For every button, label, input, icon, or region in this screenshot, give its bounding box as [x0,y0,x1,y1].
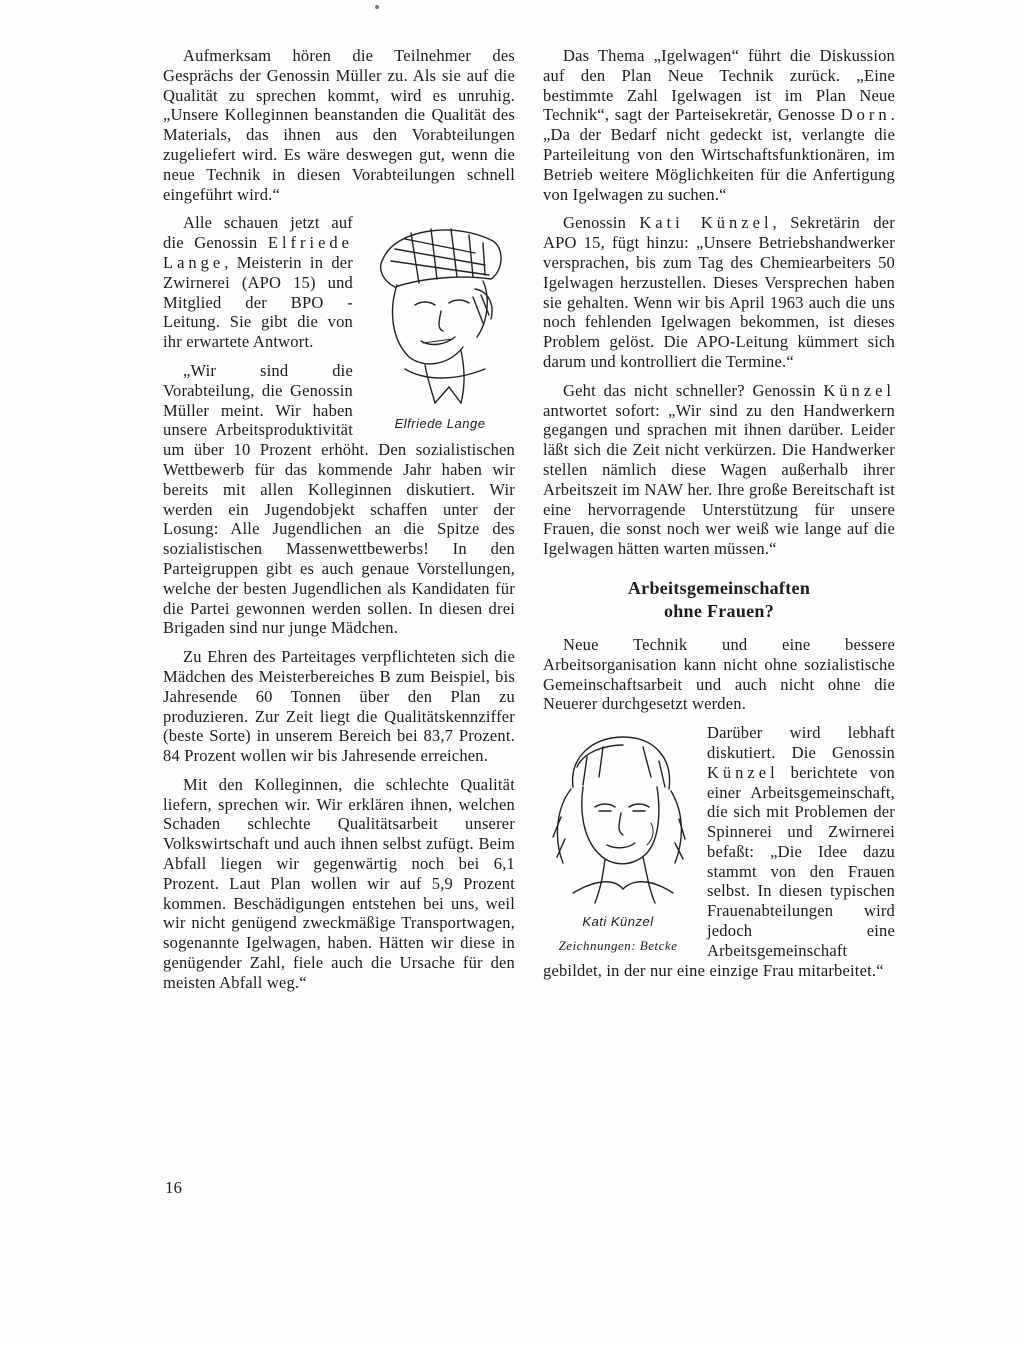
person-name: Künzel [823,380,895,400]
section-heading: Arbeitsgemeinschaften ohne Frauen? [627,577,811,621]
right-paragraph-4: Neue Technik und eine bessere Arbeitsorganisation kann nicht ohne sozialistische Gemeinschaftsarbeit und auch nicht ohne die Neuerer durchgesetzt werden. [543,634,895,714]
left-paragraph-3: „Wir sind die Vorabteilung, die Genossin Müller meint. Wir haben unsere Arbeitsproduktivität um über 10 Prozent erhöht. Den sozialistischen Wettbewerb für das kommende Jahr haben wir bereits mit allen Kolleginnen diskutiert. Wir werden ein Jugendobjekt schaffen unter der Losung: Alle Jugendlichen an die Spitze des sozialistischen Massenwettbewerbs! In den Parteigruppen gibt es auch genaue Vorstellungen, welche der besten Jugendlichen als Kandidaten für die Partei gewonnen werden sollen. In diesen drei Brigaden sind nur junge Mädchen. [163,360,515,638]
figure-caption-kuenzel: Kati Künzel [582,913,654,929]
print-speck [375,5,379,9]
person-name: Künzel [707,762,779,782]
left-paragraph-4: Zu Ehren des Parteitages verpflichteten sich die Mädchen des Meisterbereiches B zum Beispiel, bis Jahresende 60 Tonnen über den Plan zu produzieren. Zur Zeit liegt die Qualitätskennziffer (beste Sorte) in unserem Bereich bei 83,7 Prozent. 84 Prozent wollen wir bis Jahresende erreichen. [163,647,515,766]
right-paragraph-5: Darüber wird lebhaft diskutiert. Die Genossin Künzel berichtete von einer Arbeitsgemeinschaft, die sich mit Problemen der Spinnerei und Zwirnerei befaßt: „Die Idee dazu stammt von den Frauen selbst. In diesen typischen Frauenabteilungen wird jedoch eine Arbeitsgemeinschaft gebildet, in der nur eine einzige Frau mitarbeitet.“ [543,723,895,980]
right-paragraph-2: Genossin Kati Künzel, Sekretärin der APO 15, fügt hinzu: „Unsere Betriebshandwerker versprachen, bis zum Tag des Chemiearbeiters 50 Igelwagen herzustellen. Dieses Versprechen haben sie gehalten. Wenn wir bis April 1963 auch die uns noch fehlenden Igelwagen bekommen, ist dieses Problem gelöst. Die APO-Leitung kümmert sich darum und kontrolliert die Termine.“ [543,213,896,371]
figure-caption-lange: Elfriede Lange [394,416,486,432]
right-paragraph-3: Geht das nicht schneller? Genossin Künzel antwortet sofort: „Wir sind zu den Handwerkern gegangen und sprachen mit ihnen darüber. Leider läßt sich die Zeit nicht verkürzen. Die Handwerker stellen nämlich diese Wagen außerhalb ihrer Arbeitszeit im NAW her. Ihre große Bereitschaft ist eine hervorragende Unterstützung für unsere Frauen, die sonst noch wer weiß wie lange auf die Igelwagen hätten warten müssen.“ [543,380,895,559]
left-column [163,46,515,1002]
portrait-sketch-kuenzel [543,727,693,907]
right-column [543,46,895,989]
left-paragraph-2: Alle schauen jetzt auf die Genossin Elfriede Lange, Meisterin in der Zwirnerei (APO 15) und Mitglied der BPO - Leitung. Sie gibt die von ihr erwartete Antwort. [163,213,353,352]
person-name: Dorn [840,105,891,125]
person-name: Kati Künzel [639,213,773,233]
portrait-sketch-lange [365,219,515,409]
illustration-credit: Zeichnungen: Betcke [558,937,678,953]
portrait-figure-kuenzel [543,727,693,955]
left-paragraph-5: Mit den Kolleginnen, die schlechte Qualität liefern, sprechen wir. Wir erklären ihnen, welchen Schaden schlechte Qualitätsarbeit unserer Volkswirtschaft und auch ihnen selbst zufügt. Beim Abfall liegen wir gegenwärtig noch bei 6,1 Prozent. Laut Plan wollen wir auf 5,9 Prozent kommen. Beschädigungen entstehen bei uns, weil wir nicht genügend zweckmäßige Transportwagen, sogenannte Igelwagen, haben. Hätten wir diese in genügender Zahl, fiele auch die Ursache für den meisten Abfall weg.“ [163,774,515,992]
person-name: Elfriede Lange [163,233,353,272]
right-paragraph-1: Das Thema „Igelwagen“ führt die Diskussion auf den Plan Neue Technik zurück. „Eine bestimmte Zahl Igelwagen ist im Plan Neue Technik“, sagt der Parteisekretär, Genosse Dorn. „Da der Bedarf nicht gedeckt ist, verlangte die Parteileitung von den Wirtschaftsfunktionären, im Betrieb weitere Möglichkeiten für die Anfertigung von Igelwagen zu suchen.“ [543,46,895,204]
page-number: 16 [165,1178,182,1197]
portrait-figure-lange [365,219,515,434]
left-paragraph-1: Aufmerksam hören die Teilnehmer des Gesprächs der Genossin Müller zu. Als sie auf die Qualität zu sprechen kommt, wird es unruhig. „Unsere Kolleginnen beanstanden die Qualität des Materials, das ihnen aus den Vorabteilungen zugeliefert wird. Es wäre deswegen gut, wenn die neue Technik in diesen Vorabteilungen schnell eingeführt wird.“ [163,46,515,204]
